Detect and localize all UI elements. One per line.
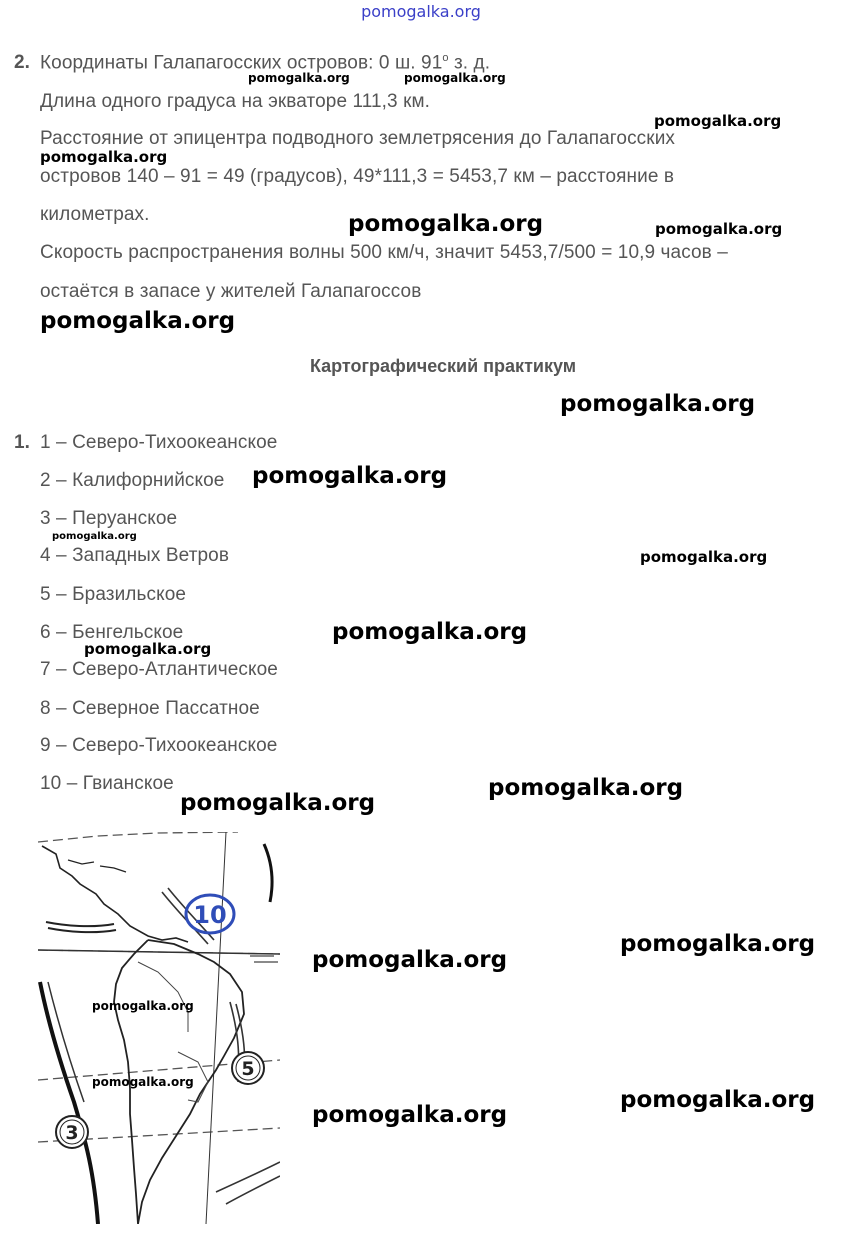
task-2-line-7: остаётся в запасе у жителей Галапагоссов <box>40 281 422 302</box>
task-2-line-1-text: Координаты Галапагосских островов: 0 ш. 91 <box>40 52 443 74</box>
watermark: pomogalka.org <box>404 71 506 85</box>
watermark: pomogalka.org <box>655 220 783 238</box>
watermark: pomogalka.org <box>348 211 544 237</box>
watermark: pomogalka.org <box>312 1102 508 1128</box>
watermark: pomogalka.org <box>252 463 448 489</box>
list-item: 7 – Северо-Атлантическое <box>40 659 278 680</box>
list-item: 1 – Северо-Тихоокеанское <box>40 432 278 453</box>
task-2-line-3: Расстояние от эпицентра подводного землетрясения до Галапагосских <box>40 128 676 149</box>
watermark: pomogalka.org <box>654 112 782 130</box>
task-2-coord-suffix: з. д. <box>448 52 491 74</box>
watermark: pomogalka.org <box>40 308 236 334</box>
watermark: pomogalka.org <box>92 1075 194 1089</box>
list-item: 5 – Бразильское <box>40 584 187 605</box>
watermark: pomogalka.org <box>40 148 168 166</box>
watermark: pomogalka.org <box>620 931 816 957</box>
header-watermark[interactable]: pomogalka.org <box>361 2 481 21</box>
watermark: pomogalka.org <box>84 640 212 658</box>
watermark: pomogalka.org <box>332 619 528 645</box>
watermark: pomogalka.org <box>248 71 350 85</box>
watermark: pomogalka.org <box>312 947 508 973</box>
watermark: pomogalka.org <box>620 1087 816 1113</box>
task-2-line-2: Длина одного градуса на экваторе 111,3 км. <box>40 91 431 112</box>
list-item: 6 – Бенгельское <box>40 622 184 643</box>
list-item: 4 – Западных Ветров <box>40 545 230 566</box>
map-label-10: 10 <box>193 901 227 929</box>
task-2-line-6: Скорость распространения волны 500 км/ч, значит 5453,7/500 = 10,9 часов – <box>40 242 728 263</box>
watermark: pomogalka.org <box>92 999 194 1013</box>
task-2-line-4: островов 140 – 91 = 49 (градусов), 49*111,3 = 5453,7 км – расстояние в <box>40 166 675 187</box>
list-item: 8 – Северное Пассатное <box>40 698 260 719</box>
task-1-number: 1. <box>14 432 30 453</box>
task-2-number: 2. <box>14 52 30 73</box>
watermark: pomogalka.org <box>560 391 756 417</box>
watermark: pomogalka.org <box>640 548 768 566</box>
map-label-5: 5 <box>241 1058 255 1080</box>
list-item: 10 – Гвианское <box>40 773 174 794</box>
list-item: 2 – Калифорнийское <box>40 470 225 491</box>
map-label-3: 3 <box>65 1122 79 1144</box>
task-2-line-5: километрах. <box>40 204 150 225</box>
ocean-currents-map <box>38 832 280 1224</box>
watermark: pomogalka.org <box>488 775 684 801</box>
list-item: 3 – Перуанское <box>40 508 178 529</box>
watermark: pomogalka.org <box>52 531 137 542</box>
watermark: pomogalka.org <box>180 790 376 816</box>
list-item: 9 – Северо-Тихоокеанское <box>40 735 278 756</box>
degree-mark: о <box>442 52 449 64</box>
section-title: Картографический практикум <box>309 356 577 376</box>
